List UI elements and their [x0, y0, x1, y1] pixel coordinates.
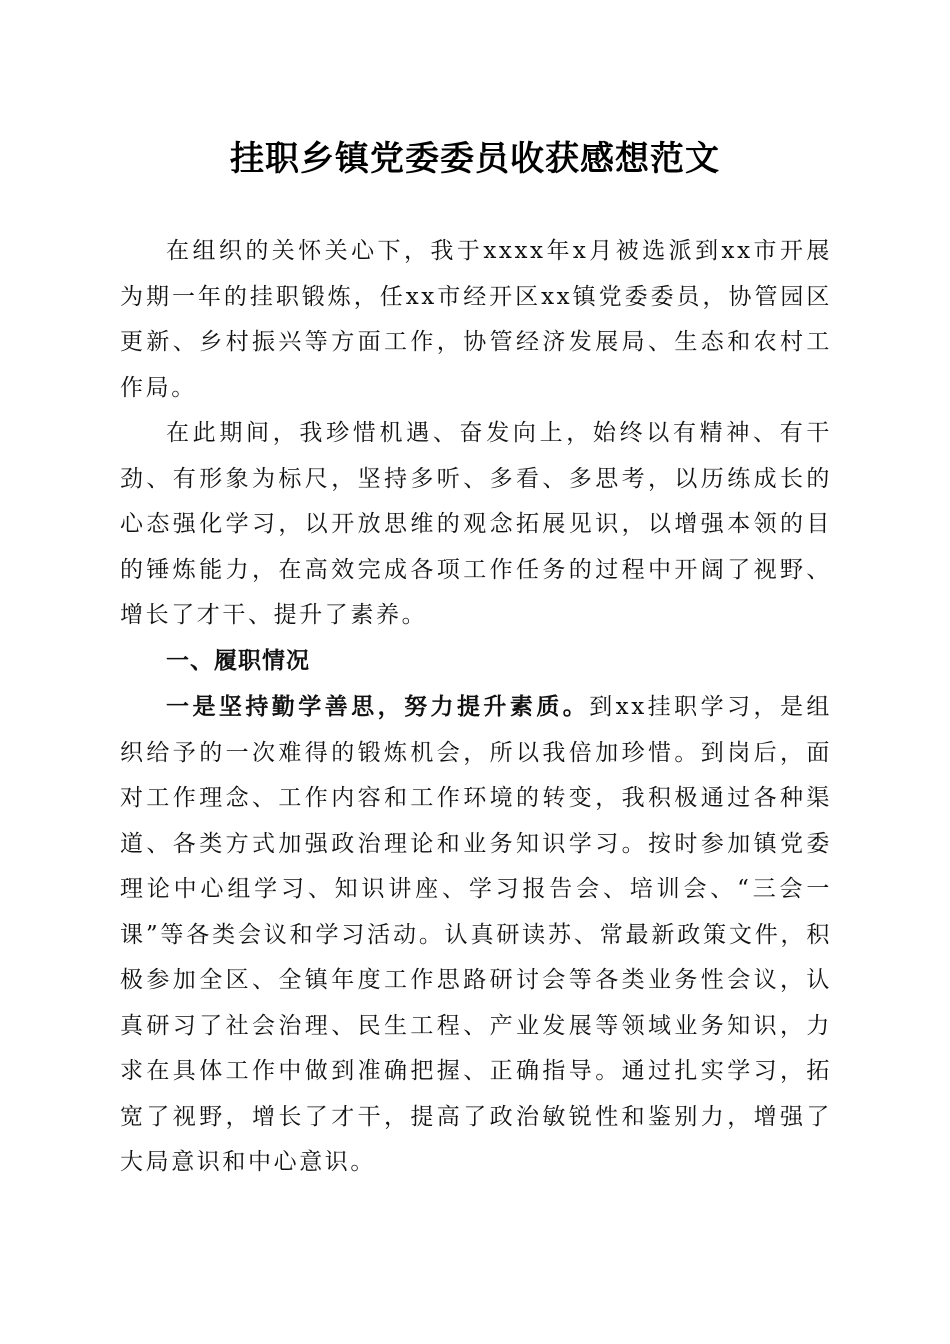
section-heading: 一、履职情况	[166, 647, 310, 674]
paragraph-lead-text: 一是坚持勤学善思，努力提升素质。	[166, 693, 590, 720]
paragraph-study	[120, 684, 832, 1186]
paragraph-intro: 在组织的关怀关心下，我于xxxx年x月被选派到xx市开展为期一年的挂职锻炼，任xx市经开区xx镇党委委员，协管园区更新、乡村振兴等方面工作，协管经济发展局、生态和农村工作局。	[120, 238, 832, 401]
paragraph-during-period: 在此期间，我珍惜机遇、奋发向上，始终以有精神、有干劲、有形象为标尺，坚持多听、多看、多思考，以历练成长的心态强化学习，以开放思维的观念拓展见识，以增强本领的目的锤炼能力，在高效完成各项工作任务的过程中开阔了视野、增长了才干、提升了素养。	[120, 420, 832, 628]
document-body	[120, 229, 832, 1186]
document-title: 挂职乡镇党委委员收获感想范文	[230, 139, 720, 179]
paragraph-study-text: 到xx挂职学习，是组织给予的一次难得的锻炼机会，所以我倍加珍惜。到岗后，面对工作理念、工作内容和工作环境的转变，我积极通过各种渠道、各类方式加强政治理论和业务知识学习。按时参加镇党委理论中心组学习、知识讲座、学习报告会、培训会、“三会一课”等各类会议和学习活动。认真研读苏、常最新政策文件，积极参加全区、全镇年度工作思路研讨会等各类业务性会议，认真研习了社会治理、民生工程、产业发展等领域业务知识，力求在具体工作中做到准确把握、正确指导。通过扎实学习，拓宽了视野，增长了才干，提高了政治敏锐性和鉴别力，增强了大局意识和中心意识。	[120, 694, 832, 1175]
